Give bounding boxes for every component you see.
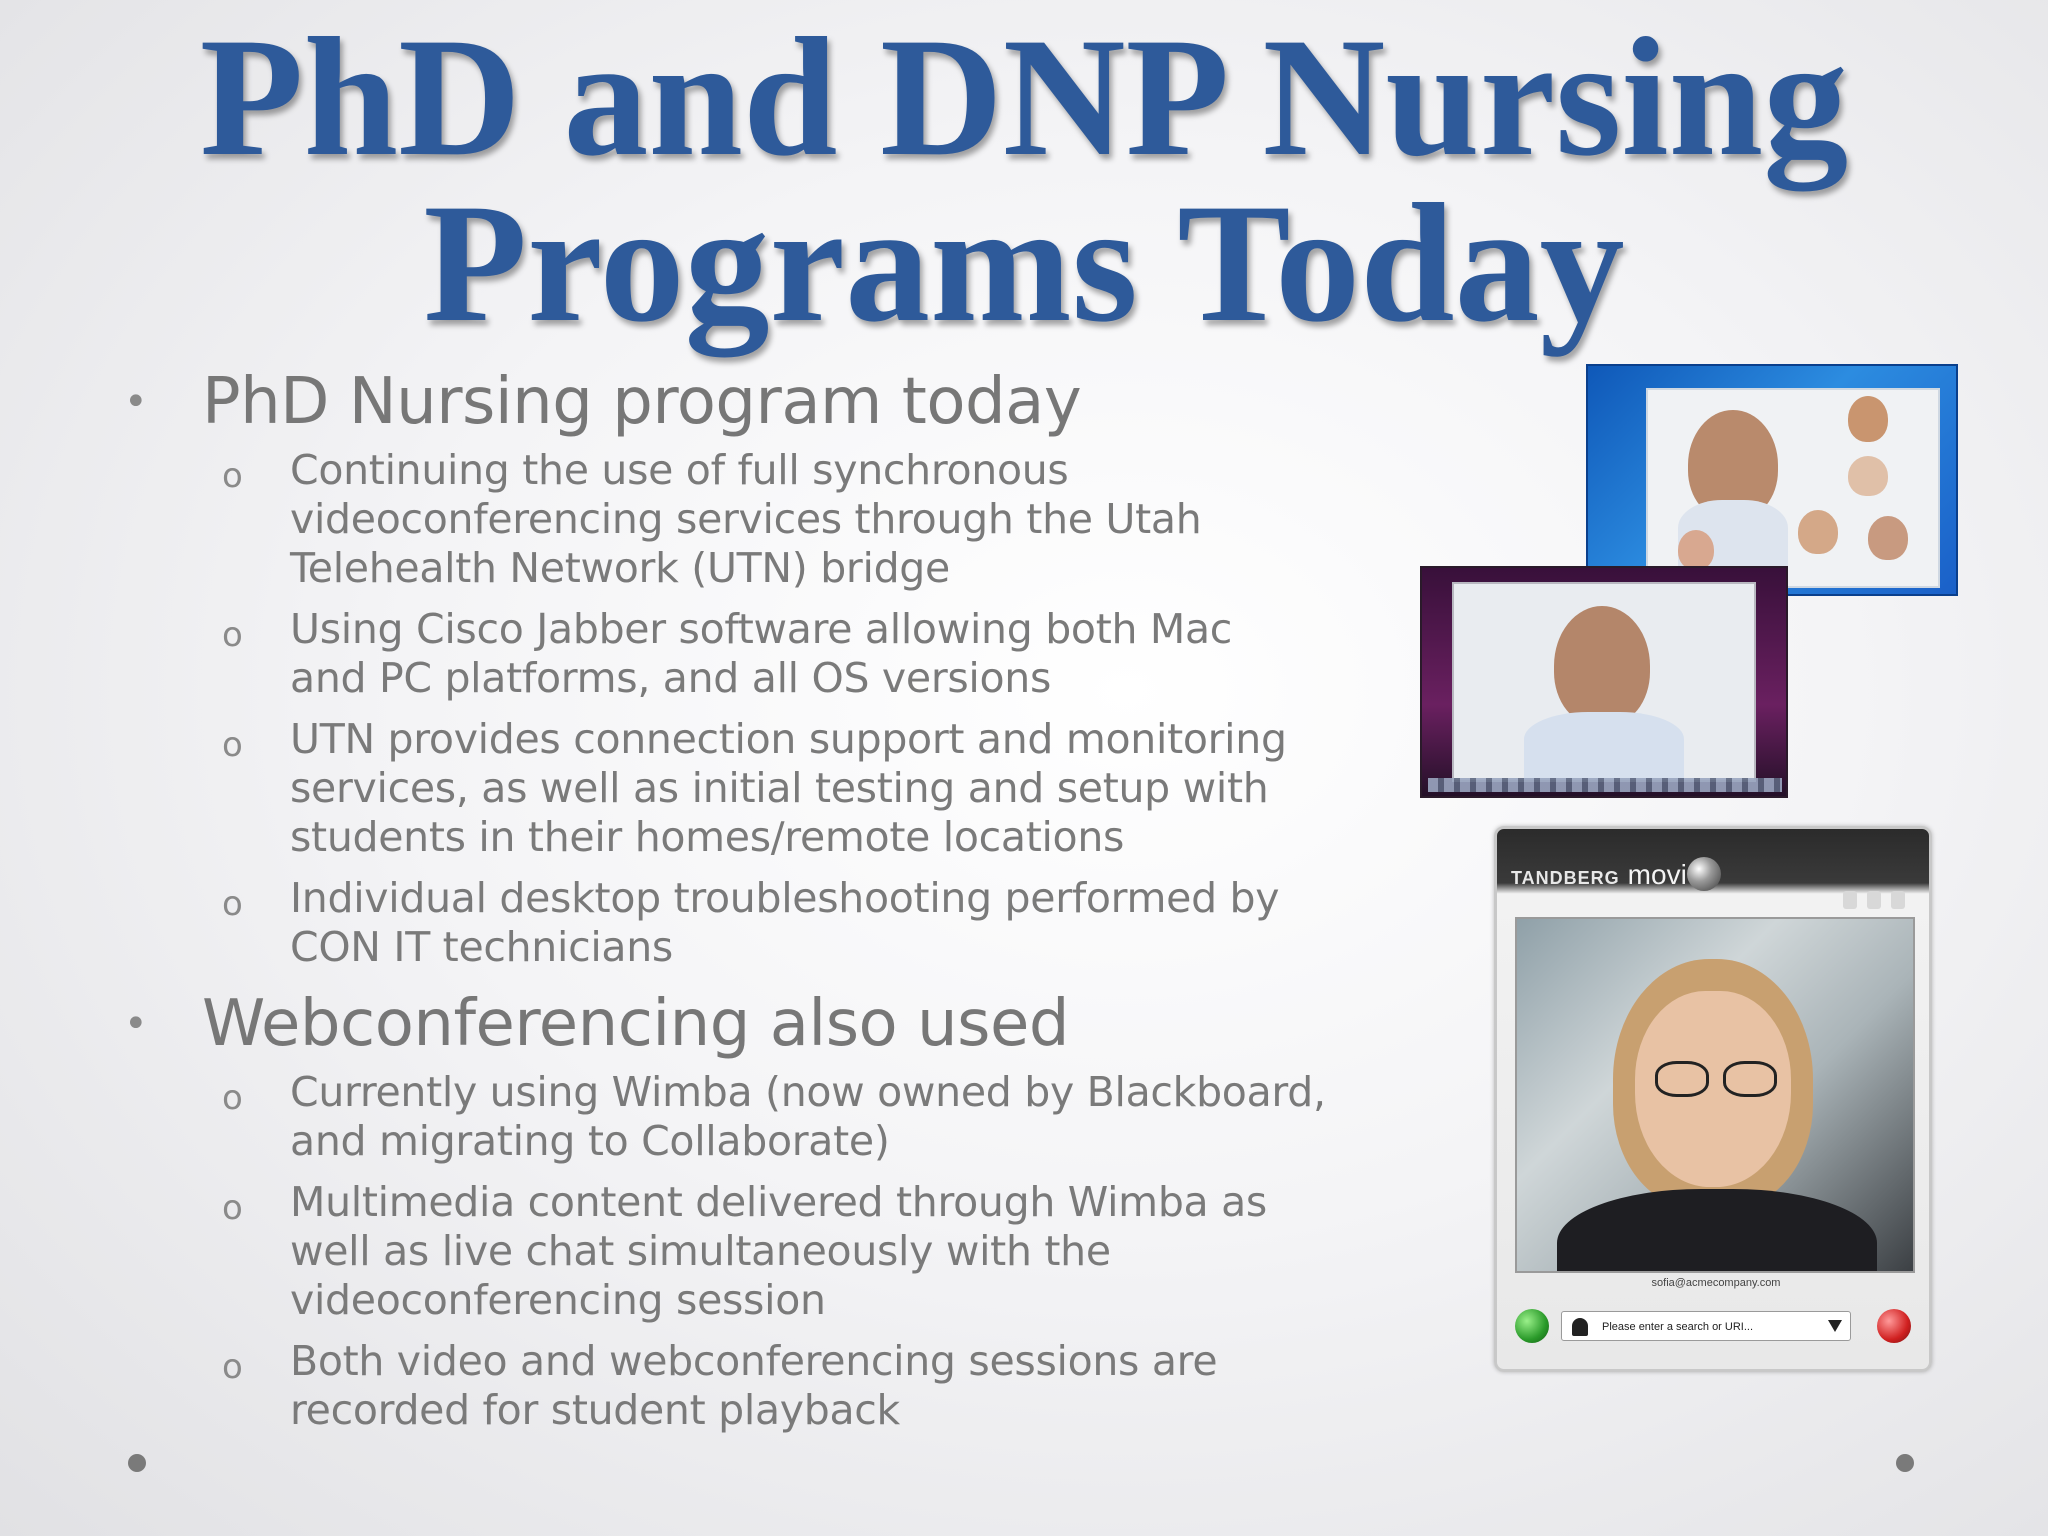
glasses-right-icon (1723, 1061, 1777, 1097)
participant-face (1848, 396, 1888, 442)
list-item-line: Continuing the use of full synchronous (290, 446, 1069, 494)
list-item-line: videoconferencing services through the Utah (290, 495, 1202, 543)
title-line-2: Programs Today (423, 169, 1625, 357)
slide-content (110, 362, 1440, 1447)
desktop-dock (1428, 778, 1782, 792)
bullet-level1: • (124, 1001, 148, 1047)
videoconference-multiparty-image (1586, 364, 1958, 596)
call-button[interactable] (1515, 1309, 1549, 1343)
list-item-text (290, 605, 1440, 703)
participant-face (1678, 530, 1714, 570)
list-item-line: Multimedia content delivered through Wimba as (290, 1178, 1267, 1226)
list-item (110, 715, 1440, 862)
section-heading-webconferencing (110, 984, 1440, 1064)
list-item (110, 605, 1440, 703)
videoconference-single-image (1420, 566, 1788, 798)
movi-search-input[interactable] (1561, 1311, 1851, 1341)
corner-dot-left (128, 1454, 146, 1472)
end-call-button[interactable] (1877, 1309, 1911, 1343)
bullet-level2: o (222, 1188, 243, 1228)
bullet-level2: o (222, 456, 243, 496)
list-item-line: students in their homes/remote locations (290, 813, 1125, 861)
list-item-line: Individual desktop troubleshooting performed by (290, 874, 1280, 922)
movi-brand-name: TANDBERG (1511, 868, 1620, 888)
list-item (110, 874, 1440, 972)
list-item-line: videoconferencing session (290, 1276, 826, 1324)
list-item-line: CON IT technicians (290, 923, 673, 971)
bullet-level1: • (124, 379, 148, 425)
tandberg-movi-client-image (1494, 826, 1932, 1372)
list-item (110, 1068, 1440, 1166)
corner-dot-right (1896, 1454, 1914, 1472)
participant-face (1868, 516, 1908, 560)
microphone-icon (1843, 891, 1857, 909)
list-item-line: and migrating to Collaborate) (290, 1117, 890, 1165)
list-item-text (290, 1178, 1440, 1325)
bullet-level2: o (222, 884, 243, 924)
settings-icon (1891, 891, 1905, 909)
section-heading-phd (110, 362, 1440, 442)
bullet-level2: o (222, 1078, 243, 1118)
list-item (110, 1178, 1440, 1325)
slide-title (0, 3, 2048, 357)
videoconference-window (1452, 582, 1756, 782)
section-heading-text: PhD Nursing program today (202, 365, 1082, 439)
section-items-phd (110, 446, 1440, 972)
list-item (110, 1337, 1440, 1435)
participant-face (1798, 510, 1838, 554)
bullet-level2: o (222, 1347, 243, 1387)
list-item-line: Currently using Wimba (now owned by Blackboard, (290, 1068, 1326, 1116)
list-item-line: Telehealth Network (UTN) bridge (290, 544, 950, 592)
list-item-text (290, 874, 1440, 972)
list-item-text (290, 715, 1440, 862)
participant-shirt (1524, 712, 1684, 780)
list-item-line: recorded for student playback (290, 1386, 900, 1434)
movi-video-area (1515, 917, 1915, 1273)
movi-product-name: movi (1627, 859, 1687, 890)
list-item-text (290, 1068, 1440, 1166)
dropdown-arrow-icon[interactable] (1828, 1320, 1842, 1332)
section-items-webconferencing (110, 1068, 1440, 1435)
bullet-level2: o (222, 615, 243, 655)
speaker-icon (1867, 891, 1881, 909)
list-item-text (290, 1337, 1440, 1435)
list-item-text (290, 446, 1440, 593)
list-item-line: well as live chat simultaneously with the (290, 1227, 1111, 1275)
list-item (110, 446, 1440, 593)
list-item-line: and PC platforms, and all OS versions (290, 654, 1052, 702)
videoconference-window (1646, 388, 1940, 588)
participant-jacket (1557, 1189, 1877, 1273)
list-item-line: services, as well as initial testing and setup with (290, 764, 1269, 812)
glasses-left-icon (1655, 1061, 1709, 1097)
list-item-line: UTN provides connection support and monitoring (290, 715, 1287, 763)
person-icon (1572, 1318, 1588, 1336)
participant-face (1848, 456, 1888, 496)
section-heading-text: Webconferencing also used (202, 987, 1069, 1061)
title-line-1: PhD and DNP Nursing (199, 3, 1849, 191)
list-item-line: Using Cisco Jabber software allowing both Mac (290, 605, 1233, 653)
bullet-level2: o (222, 725, 243, 765)
list-item-line: Both video and webconferencing sessions are (290, 1337, 1218, 1385)
movi-search-placeholder: Please enter a search or URI... (1602, 1321, 1754, 1333)
movi-orb-icon (1687, 857, 1721, 891)
participant-face (1554, 606, 1650, 726)
movi-brand (1511, 859, 1687, 891)
movi-email: sofia@acmecompany.com (1651, 1277, 1781, 1289)
